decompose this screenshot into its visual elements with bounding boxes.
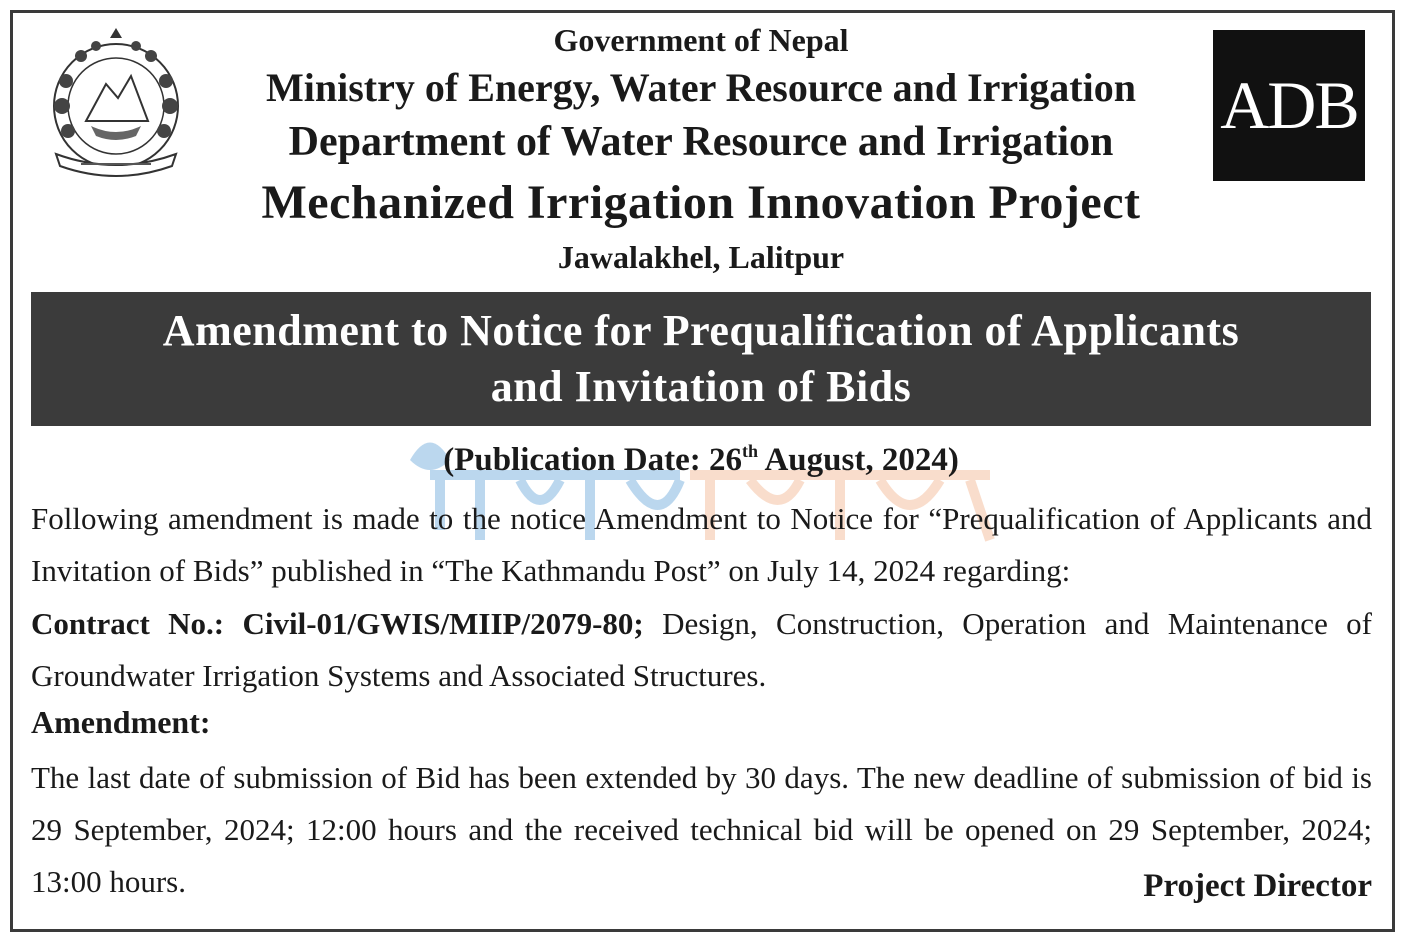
department-line: Department of Water Resource and Irrigation xyxy=(288,119,1114,165)
amendment-paragraph: The last date of submission of Bid has been extended by 30 days. The new deadline of submission of bid is 29 September, 2024; 12:00 hours and the received technical bid will be opened on 29 September, 2024; 13:00 hours. xyxy=(31,760,1372,899)
signature-project-director: Project Director xyxy=(1143,868,1372,904)
project-title: Mechanized Irrigation Innovation Project xyxy=(261,176,1141,229)
intro-paragraph: Following amendment is made to the notice Amendment to Notice for “Prequalification of Applicants and Invitation of Bids” published in “The Kathmandu Post” on July 14, 2024 regarding: xyxy=(31,501,1372,588)
contract-description: Design, Construction, Operation and Maintenance of Groundwater Irrigation Systems and Associated Structures. xyxy=(31,606,1373,693)
notice-title-line-1: Amendment to Notice for Prequalification of Applicants xyxy=(162,306,1240,355)
notice-title-banner xyxy=(31,292,1371,426)
adb-logo: ADB xyxy=(1213,30,1365,181)
publication-date-suffix: August, 2024) xyxy=(758,442,959,478)
publication-date-prefix: (Publication Date: 26 xyxy=(443,442,742,478)
publication-date-ordinal: th xyxy=(742,441,759,461)
amendment-heading: Amendment: xyxy=(31,704,211,740)
contract-paragraph xyxy=(31,598,1372,702)
government-line: Government of Nepal xyxy=(553,22,849,58)
contract-number: Contract No.: Civil-01/GWIS/MIIP/2079-80; xyxy=(31,606,644,641)
publication-date xyxy=(0,441,1402,479)
ministry-line: Ministry of Energy, Water Resource and Irrigation xyxy=(266,65,1136,110)
address-line: Jawalakhel, Lalitpur xyxy=(557,239,845,275)
notice-title-line-2: and Invitation of Bids xyxy=(490,362,912,411)
